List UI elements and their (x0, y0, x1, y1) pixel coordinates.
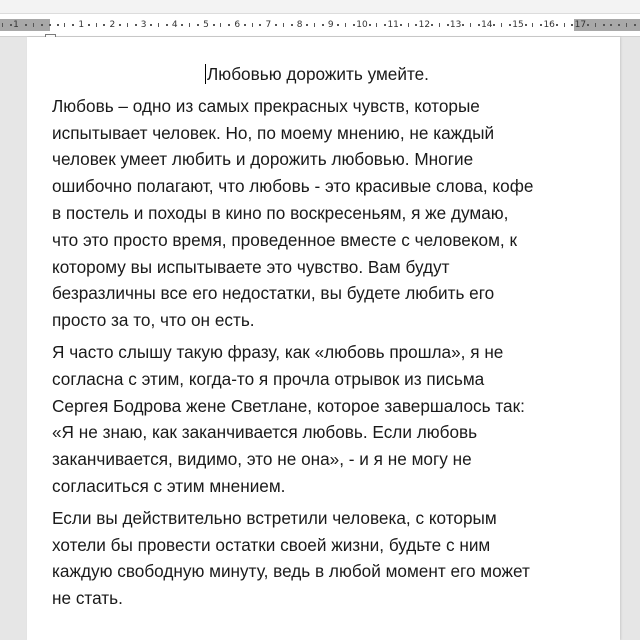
ruler-number: 10 (356, 20, 368, 30)
ruler-dot (306, 24, 308, 26)
text-line: «Я не знаю, как заканчивается любовь. Если любовь (52, 422, 478, 443)
ruler-tick (408, 23, 409, 27)
ruler-dot (103, 24, 105, 26)
ruler-tick (532, 23, 533, 27)
ruler-dot (634, 24, 636, 26)
ruler-dot (478, 24, 480, 26)
ruler-tick (564, 23, 565, 27)
toolbar-strip (0, 0, 640, 14)
ruler-tick (96, 23, 97, 27)
ruler-number: 17 (574, 20, 587, 30)
ruler-dot (322, 24, 324, 26)
text-line: что это просто время, проведенное вместе с человеком, к (52, 229, 518, 250)
text-line: просто за то, что он есть. (52, 310, 255, 331)
ruler-dot (166, 24, 168, 26)
ruler-dot (197, 24, 199, 26)
text-line: человек умеет любить и дорожить любовью. Многие (52, 149, 474, 170)
ruler-dot (57, 24, 59, 26)
text-line: Если вы действительно встретили человека, с которым (52, 507, 497, 528)
ruler-number: 6 (234, 20, 241, 30)
ruler-dot (337, 24, 339, 26)
ruler-dot (587, 24, 589, 26)
text-line: Я часто слышу такую фразу, как «любовь прошла», я не (52, 341, 504, 362)
ruler-tick (127, 23, 128, 27)
text-line: безразличны все его недостатки, вы будете любить его (52, 283, 495, 304)
ruler-dot (88, 24, 90, 26)
ruler-tick (252, 23, 253, 27)
ruler-tick (33, 23, 34, 27)
ruler-dot (72, 24, 74, 26)
ruler-dot (135, 24, 137, 26)
text-line: испытывает человек. Но, по моему мнению, не каждый (52, 122, 495, 143)
ruler-dot (259, 24, 261, 26)
ruler-tick (220, 23, 221, 27)
ruler-tick (595, 23, 596, 27)
text-line: Сергея Бодрова жене Светлане, которое завершалось так: (52, 395, 525, 416)
ruler-number: 12 (418, 20, 431, 30)
ruler-tick (2, 23, 3, 27)
paragraph (52, 505, 582, 612)
ruler-dot (10, 24, 12, 26)
text-line: хотели бы провести остатки своей жизни, будьте с ним (52, 534, 491, 555)
ruler-dot (275, 24, 277, 26)
ruler-dot (25, 24, 27, 26)
ruler-dot (181, 24, 183, 26)
ruler-dot (244, 24, 246, 26)
text-line: заканчивается, видимо, это не она», - и я не могу не (52, 449, 472, 470)
paragraph (52, 93, 582, 334)
ruler-dot (556, 24, 558, 26)
ruler-dot (447, 24, 449, 26)
document-page[interactable] (27, 37, 620, 640)
text-line: согласна с этим, когда-то я прочла отрывок из письма (52, 368, 485, 389)
ruler-dot (509, 24, 511, 26)
ruler-number: 2 (109, 20, 116, 30)
ruler-dot (493, 24, 495, 26)
ruler-dot (213, 24, 215, 26)
ruler-tick (189, 23, 190, 27)
ruler-dot (353, 24, 355, 26)
text-cursor (205, 64, 206, 84)
ruler-number: 1 (78, 20, 85, 30)
ruler-number: 15 (512, 20, 524, 30)
ruler-dot (525, 24, 527, 26)
text-line: согласиться с этим мнением. (52, 475, 286, 496)
ruler-tick (501, 23, 502, 27)
ruler-tick (345, 23, 346, 27)
ruler-number: 16 (543, 20, 555, 30)
text-line: Любовь – одно из самых прекрасных чувств, которые (52, 95, 480, 116)
ruler-dot (415, 24, 417, 26)
ruler-number: 13 (449, 20, 462, 30)
ruler-tick (626, 23, 627, 27)
ruler-dot (431, 24, 433, 26)
ruler-tick (314, 23, 315, 27)
ruler-dot (49, 24, 51, 26)
ruler-dot (462, 24, 464, 26)
ruler-dot (610, 24, 612, 26)
document-title (52, 61, 582, 88)
ruler-dot (618, 24, 620, 26)
paragraph (52, 339, 582, 500)
ruler-tick (470, 23, 471, 27)
ruler-number: 8 (296, 20, 303, 30)
text-line: в постель и походы в кино по воскресеньям, я же думаю, (52, 202, 509, 223)
ruler-dot (369, 24, 371, 26)
text-line: которому вы испытываете это чувство. Вам будут (52, 256, 450, 277)
ruler-tick (439, 23, 440, 27)
ruler-dot (228, 24, 230, 26)
ruler-dot (400, 24, 402, 26)
ruler-number: 1 (13, 20, 19, 30)
ruler-dot (571, 24, 573, 26)
ruler-number: 5 (203, 20, 209, 30)
ruler-dot (603, 24, 605, 26)
ruler-number: 14 (481, 20, 493, 30)
document-title-text: Любовью дорожить умейте. (207, 64, 429, 84)
document-body[interactable] (52, 61, 582, 617)
ruler-dot (41, 24, 43, 26)
ruler-number: 4 (171, 20, 178, 30)
ruler-number: 9 (327, 20, 334, 30)
horizontal-ruler[interactable] (0, 14, 640, 37)
ruler-tick (158, 23, 159, 27)
ruler-dot (150, 24, 152, 26)
ruler-dot (119, 24, 121, 26)
text-line: ошибочно полагают, что любовь - это красивые слова, кофе (52, 176, 534, 197)
ruler-number: 3 (140, 20, 147, 30)
text-line: не стать. (52, 588, 123, 609)
paragraph-list (52, 93, 582, 612)
ruler-dot (384, 24, 386, 26)
ruler-dot (540, 24, 542, 26)
ruler-number: 11 (387, 20, 399, 30)
ruler-tick (283, 23, 284, 27)
text-line: каждую свободную минуту, ведь в любой момент его может (52, 561, 530, 582)
ruler-dot (291, 24, 293, 26)
ruler-tick (64, 23, 65, 27)
ruler-tick (376, 23, 377, 27)
ruler-number: 7 (265, 20, 272, 30)
